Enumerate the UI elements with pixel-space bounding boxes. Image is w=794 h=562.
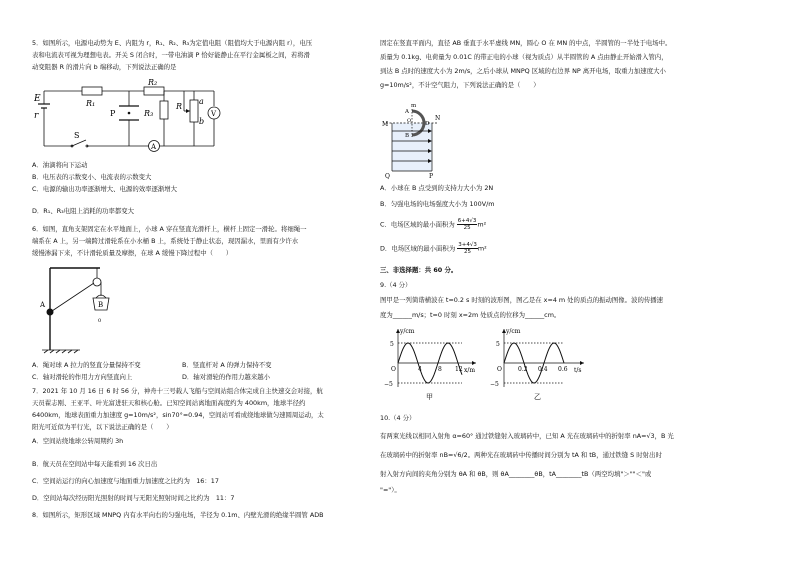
jia-caption: 甲 (426, 393, 433, 401)
q9-line-1: 图甲是一列简谐横波在 t=0.2 s 时刻的波形图，图乙是在 x=4 m 处的质点的振动图像。波的传播速 (380, 296, 664, 304)
q8-d-denominator: 25 (464, 249, 472, 255)
q8-option-c-text: C．电场区域的最小面积为 (380, 220, 455, 229)
q10-line-1: 有两束光线以相同入射角 α=60° 通过铁缝射入玻璃砖中，已知 A 光在玻璃砖中的折射率 nA=√3，B 光 (380, 432, 674, 440)
q9-line-2: 度为______m/s；t=0 时刻 x=2m 处质点的位移为______cm。 (380, 311, 561, 319)
q10-score: 10.（4 分） (380, 414, 416, 422)
label-m: M (382, 121, 389, 128)
label-r3: R₃ (144, 109, 154, 118)
q8-option-d-fraction (457, 242, 478, 255)
pulley-diagram (40, 262, 120, 358)
field-diagram (382, 103, 442, 181)
label-m-ball: m (411, 103, 417, 109)
rheostat (190, 100, 198, 122)
q8-option-c-fraction (457, 218, 478, 231)
label-p-corner: P (429, 173, 434, 180)
label-o: 0 (98, 318, 102, 324)
jia-tick-8: 8 (438, 366, 442, 373)
q7-stem-3: 6400km，地球表面重力加速度 g=10m/s²，sin70°=0.94，空间站可看成绕地球做匀速圆周运动，太 (32, 411, 324, 419)
label-a-point: A (405, 109, 409, 115)
q6-option-c: C．轴对滑轮的作用力方向竖直向上 (32, 373, 133, 381)
q7-option-c: C．空间站运行的向心加速度与地面重力加速度之比约为 16：17 (32, 477, 219, 485)
wave-graph-jia (382, 325, 482, 401)
jia-origin: O (391, 366, 396, 373)
q5-option-c: C．电源的输出功率逐渐增大、电源的效率逐渐增大 (32, 185, 178, 193)
q8-option-d (380, 242, 487, 255)
label-rheostat: R (176, 102, 183, 111)
q5-stem-1: 5．如图所示，电源电动势为 E、内阻为 r，R₁、R₂、R₃为定值电阻（阻值均大于电源内阻 r），电压 (32, 39, 313, 47)
q8-c-denominator: 25 (463, 225, 471, 231)
label-s: S (74, 131, 80, 140)
q6-stem-1: 6．如图，直角支架固定在水平地面上，小球 A 穿在竖直光滑杆上，横杆上固定一滑轮。将细绳一 (32, 225, 307, 233)
q5-stem-2: 表和电流表可视为理想电表。开关 S 闭合时，一带电油滴 P 恰好能静止在平行金属板之间，若将滑 (32, 51, 311, 59)
q5-stem-3: 动变阻器 R 的滑片向 b 端移动，下列说法正确的是 (32, 63, 177, 71)
q8-option-b: B．匀强电场的电场强度大小为 100V/m (380, 200, 495, 208)
q8-c-numerator: 6+4√3 (457, 218, 477, 224)
jia-ylabel: y/cm (400, 328, 415, 335)
q8-stem-2: 固定在竖直平面内，直径 AB 垂直于水平虚线 MN，圆心 O 在 MN 的中点，半圆管的一半处于电场中。 (380, 39, 672, 47)
q8-d-numerator: 3+4√3 (458, 242, 477, 248)
q5-option-a: A．油滴将向下运动 (32, 161, 88, 169)
label-ball-a: A (40, 301, 46, 309)
yi-origin: O (497, 366, 502, 373)
q5-option-d: D．R₁、R₃电阻上消耗的功率都变大 (32, 207, 135, 215)
q7-stem-1: 7．2021 年 10 月 16 日 6 时 56 分，神舟十三号载人飞船与空间站组合体完成自主快速交会对接，航 (32, 387, 323, 395)
jia-tick-4: 4 (418, 366, 422, 373)
q6-stem-3: 缓慢渗漏下来，不计滑轮质量及摩擦，在球 A 缓慢下降过程中（ ） (32, 249, 233, 257)
q5-option-b: B．电压表的示数变小、电流表的示数变大 (32, 173, 152, 181)
label-n: N (435, 115, 441, 122)
q8-option-d-text: D．电场区域的最小面积为 (380, 244, 456, 253)
q8-c-unit: m² (477, 220, 487, 229)
label-e: E (34, 94, 41, 104)
q8-stem-4: 到达 B 点时的速度大小为 2m/s，之后小球从 MNPQ 区域的右边界 NP 离开电场，取重力加速度大小 (380, 67, 666, 75)
left-column (32, 0, 372, 562)
q7-stem-2: 天员翟志刚、王亚平、叶光富进驻天和核心舱。已知空间站离地面高度约为 400km，地球半径约 (32, 399, 306, 407)
yi-yneg5: −5 (490, 381, 499, 388)
resistor-r2 (144, 87, 164, 95)
label-r2: R₂ (148, 78, 158, 87)
q10-line-3: 射入射方向间的夹角分别为 θA 和 θB，则 θA________θB，tA________tB（两空均填"＞""＜"或 (380, 470, 652, 478)
label-b-point: B (405, 133, 410, 139)
q8-stem-5: g=10m/s²，不计空气阻力，下列说法正确的是（ ） (380, 81, 540, 89)
yi-ylabel: y/cm (506, 328, 521, 335)
section-heading: 三、非选择题：共 60 分。 (380, 266, 458, 274)
label-b: b (199, 117, 205, 126)
q8-stem-3: 质量为 0.1kg、电荷量为 0.01C 的带正电的小球（视为质点）从半圆管的 A 点由静止开始滑入管内， (380, 53, 668, 61)
q7-option-b: B．航天员在空间站中每天能看到 16 次日出 (32, 460, 158, 468)
q7-option-a: A．空间站绕地球公转周期约 3h (32, 437, 124, 445)
label-d: D (425, 121, 430, 127)
q10-line-4: "="）。 (380, 486, 401, 494)
q6-option-d: D．轴对滑轮的作用力越来越小 (182, 373, 270, 381)
jia-y5: 5 (390, 341, 394, 348)
q8-option-c (380, 218, 486, 231)
yi-xlabel: t/s (574, 367, 582, 374)
label-r1: R₁ (86, 99, 96, 108)
q10-line-2: 在玻璃砖中的折射率 nB=√6/2。两种光在玻璃砖中传播时间分别为 tA 和 tB，通过铁缝 S 时射出时 (380, 451, 662, 459)
label-bucket-b: B (98, 301, 104, 309)
q6-stem-2: 端系在 A 上，另一端跨过滑轮系在小水桶 B 上，系统处于静止状态，现因漏水，里面有少许水 (32, 237, 299, 245)
yi-caption: 乙 (534, 393, 541, 401)
label-ammeter: A (151, 143, 157, 151)
yi-tick-06: 0.6 (558, 366, 568, 373)
resistor-r1 (82, 87, 102, 95)
jia-xlabel: x/m (464, 367, 476, 374)
label-v: V (211, 110, 217, 118)
jia-yneg5: −5 (384, 381, 393, 388)
wave-graph-yi (490, 325, 590, 401)
label-q: Q (385, 173, 390, 180)
yi-tick-02: 0.2 (518, 366, 528, 373)
q6-option-b: B．竖直杆对 A 的弹力保持不变 (182, 361, 272, 369)
q6-option-a: A．绳对球 A 拉力的竖直分量保持不变 (32, 361, 141, 369)
q7-option-d: D．空间站每次经历阳光照射的时间与无阳光照射时间之比约为 11：7 (32, 494, 235, 502)
label-a: a (199, 97, 204, 106)
q7-stem-4: 阳光可近似为平行光，以下说法正确的是（ ） (32, 423, 173, 431)
yi-y5: 5 (496, 341, 500, 348)
q8-option-a: A．小球在 B 点受到的支持力大小为 2N (380, 184, 494, 192)
yi-tick-04: 0.4 (538, 366, 548, 373)
label-r-internal: r (34, 111, 39, 121)
jia-tick-12: 12 (455, 366, 463, 373)
resistor-r3 (160, 101, 168, 119)
label-p: P (110, 109, 116, 118)
q9-score: 9.（4 分） (380, 281, 412, 289)
q8-stem-1: 8．如图所示，矩形区域 MNPQ 内有水平向右的匀强电场，半径为 0.1m、内壁光滑的绝缘半圆管 ADB (32, 511, 324, 519)
q8-d-unit: m² (477, 244, 487, 253)
right-column (380, 0, 770, 562)
label-o-center: O (407, 118, 412, 124)
circuit-diagram (34, 76, 244, 158)
